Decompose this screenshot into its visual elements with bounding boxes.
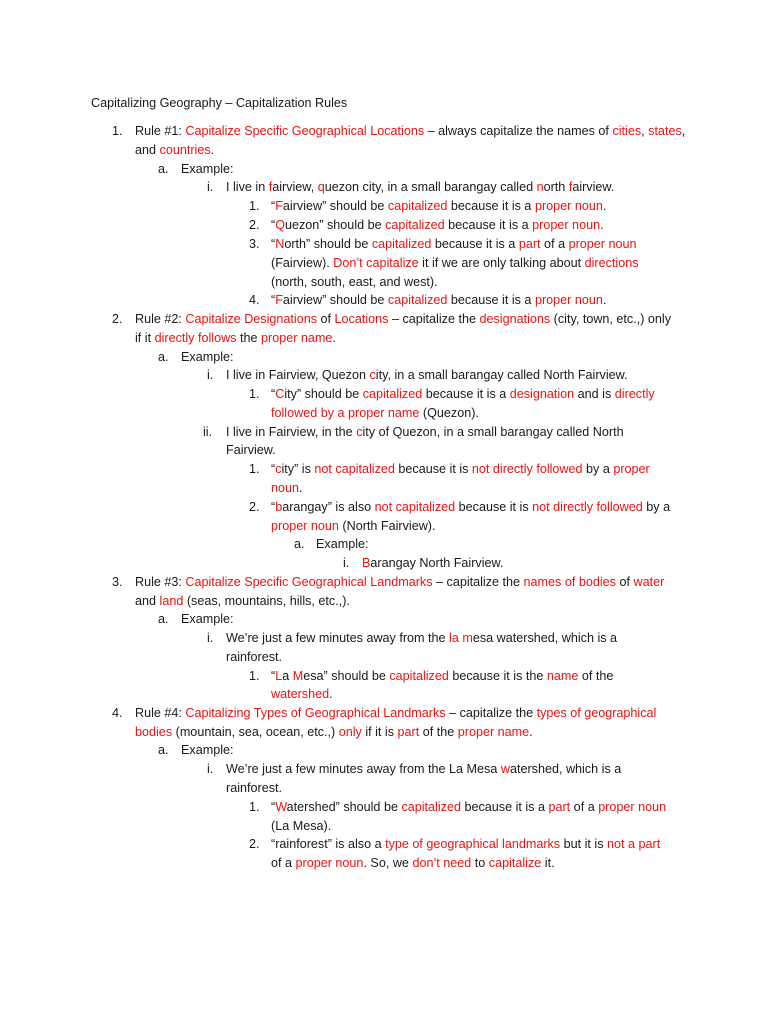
highlighted-text: followed by a proper name bbox=[271, 406, 420, 420]
highlighted-text: countries bbox=[159, 143, 211, 157]
highlighted-text: f bbox=[268, 180, 273, 194]
list-marker: 1. bbox=[112, 124, 123, 138]
text-run: because it is a bbox=[422, 387, 510, 401]
text-line bbox=[271, 291, 606, 309]
text-run: – capitalize the bbox=[432, 575, 524, 589]
text-line bbox=[226, 648, 282, 666]
text-run: because it is a bbox=[447, 199, 535, 213]
text-run: of the bbox=[578, 669, 614, 683]
highlighted-text: c bbox=[369, 368, 376, 382]
list-marker: i. bbox=[207, 180, 214, 194]
text-run: of a bbox=[540, 237, 569, 251]
list-marker: ii. bbox=[203, 425, 213, 439]
highlighted-text: Capitalizing Types of Geographical Landmarks bbox=[185, 706, 446, 720]
text-run: We’re just a few minutes away from the bbox=[226, 631, 450, 645]
highlighted-text: la bbox=[449, 631, 459, 645]
highlighted-text: designations bbox=[479, 312, 551, 326]
text-run: uezon” should be bbox=[285, 218, 386, 232]
highlighted-text: noun bbox=[271, 481, 300, 495]
text-line bbox=[271, 254, 639, 272]
highlighted-text: Don’t capitalize bbox=[333, 256, 419, 270]
text-line bbox=[271, 235, 637, 253]
text-run: of bbox=[615, 575, 634, 589]
text-line bbox=[135, 141, 214, 159]
highlighted-text: only bbox=[338, 725, 362, 739]
text-line bbox=[181, 348, 234, 366]
text-line bbox=[135, 573, 664, 591]
text-run: . bbox=[602, 199, 607, 213]
highlighted-text: name bbox=[546, 669, 579, 683]
list-marker: 1. bbox=[249, 387, 260, 401]
text-run: airview” should be bbox=[282, 199, 388, 213]
text-run: of the bbox=[419, 725, 458, 739]
text-line bbox=[271, 216, 604, 234]
list-marker: 2. bbox=[112, 312, 123, 326]
list-marker: a. bbox=[158, 162, 169, 176]
text-run: ity of Quezon, in a small barangay called North bbox=[362, 425, 624, 439]
highlighted-text: designation bbox=[509, 387, 575, 401]
highlighted-text: not capitalized bbox=[374, 500, 456, 514]
text-line bbox=[226, 178, 614, 196]
text-run: because it is bbox=[455, 500, 533, 514]
highlighted-text: not a part bbox=[607, 837, 661, 851]
highlighted-text: proper name bbox=[261, 331, 333, 345]
list-marker: 1. bbox=[249, 800, 260, 814]
text-line bbox=[316, 535, 369, 553]
highlighted-text: capitalized bbox=[389, 669, 449, 683]
text-run: “rainforest” is also a bbox=[271, 837, 386, 851]
text-run: . bbox=[602, 293, 607, 307]
text-line bbox=[135, 723, 533, 741]
text-run: of a bbox=[570, 800, 599, 814]
text-run: airview. bbox=[572, 180, 615, 194]
text-run: airview” should be bbox=[282, 293, 388, 307]
highlighted-text: Capitalize Designations bbox=[185, 312, 318, 326]
text-run: “ bbox=[271, 500, 276, 514]
highlighted-text: names of bodies bbox=[523, 575, 616, 589]
text-run: atershed, which is a bbox=[509, 762, 622, 776]
text-run: . bbox=[329, 687, 333, 701]
text-run: arangay North Fairview. bbox=[370, 556, 504, 570]
text-run: “ bbox=[271, 218, 276, 232]
list-marker: a. bbox=[158, 350, 169, 364]
highlighted-text: capitalize bbox=[488, 856, 542, 870]
highlighted-text: M bbox=[292, 669, 304, 683]
highlighted-text: cities bbox=[612, 124, 642, 138]
text-run: (north, south, east, and west). bbox=[271, 275, 438, 289]
text-run: . bbox=[299, 481, 303, 495]
text-line bbox=[226, 366, 628, 384]
highlighted-text: c bbox=[356, 425, 363, 439]
text-run: Example: bbox=[181, 350, 234, 364]
text-run: ity” should be bbox=[284, 387, 363, 401]
text-run: Example: bbox=[181, 612, 234, 626]
text-run: I live in Fairview, Quezon bbox=[226, 368, 370, 382]
text-run: Example: bbox=[316, 537, 369, 551]
highlighted-text: part bbox=[548, 800, 571, 814]
text-line bbox=[271, 498, 670, 516]
highlighted-text: land bbox=[159, 594, 184, 608]
text-run: – capitalize the bbox=[388, 312, 480, 326]
highlighted-text: proper noun bbox=[532, 218, 601, 232]
text-line bbox=[226, 441, 276, 459]
highlighted-text: L bbox=[275, 669, 283, 683]
text-run: We’re just a few minutes away from the La Mesa bbox=[226, 762, 501, 776]
text-run: ity” is bbox=[281, 462, 315, 476]
highlighted-text: part bbox=[397, 725, 420, 739]
text-run: Example: bbox=[181, 743, 234, 757]
list-marker: 4. bbox=[112, 706, 123, 720]
highlighted-text: not directly followed bbox=[471, 462, 583, 476]
highlighted-text: capitalized bbox=[401, 800, 461, 814]
text-line bbox=[271, 835, 660, 853]
text-run: (Quezon). bbox=[419, 406, 479, 420]
text-run: , bbox=[681, 124, 686, 138]
text-run: . bbox=[210, 143, 215, 157]
list-marker: a. bbox=[158, 743, 169, 757]
text-run: but it is bbox=[560, 837, 608, 851]
highlighted-text: proper noun bbox=[295, 856, 364, 870]
text-run: because it is bbox=[394, 462, 472, 476]
highlighted-text: m bbox=[462, 631, 473, 645]
highlighted-text: proper name bbox=[457, 725, 530, 739]
highlighted-text: Q bbox=[275, 218, 285, 232]
text-run: “ bbox=[271, 199, 276, 213]
text-run: rainforest. bbox=[226, 650, 282, 664]
text-run: “ bbox=[271, 800, 276, 814]
highlighted-text: type of geographical landmarks bbox=[385, 837, 561, 851]
text-run: and bbox=[135, 143, 160, 157]
text-line bbox=[271, 273, 438, 291]
text-run: orth” should be bbox=[284, 237, 372, 251]
text-run: (mountain, sea, ocean, etc.,) bbox=[172, 725, 339, 739]
highlighted-text: directly bbox=[614, 387, 655, 401]
text-line bbox=[135, 704, 656, 722]
text-run: because it is a bbox=[447, 293, 535, 307]
highlighted-text: water bbox=[633, 575, 665, 589]
highlighted-text: proper bbox=[613, 462, 650, 476]
text-run: by a bbox=[642, 500, 671, 514]
highlighted-text: n bbox=[536, 180, 544, 194]
text-line bbox=[181, 160, 234, 178]
document-title: Capitalizing Geography – Capitalization Rules bbox=[91, 96, 348, 110]
highlighted-text: capitalized bbox=[387, 199, 448, 213]
highlighted-text: directly follows bbox=[154, 331, 237, 345]
text-run: if it bbox=[135, 331, 155, 345]
text-run: because it is a bbox=[460, 800, 549, 814]
highlighted-text: C bbox=[275, 387, 285, 401]
text-line bbox=[271, 854, 555, 872]
text-run: it. bbox=[541, 856, 555, 870]
list-marker: i. bbox=[207, 631, 214, 645]
text-run: of a bbox=[271, 856, 296, 870]
list-marker: 2. bbox=[249, 837, 260, 851]
text-run: because it is a bbox=[444, 218, 533, 232]
text-run: airview, bbox=[272, 180, 318, 194]
text-run: of bbox=[317, 312, 335, 326]
highlighted-text: not directly followed bbox=[532, 500, 643, 514]
text-run: “ bbox=[271, 669, 276, 683]
text-line bbox=[271, 667, 613, 685]
list-marker: a. bbox=[294, 537, 305, 551]
highlighted-text: f bbox=[568, 180, 573, 194]
text-run: (city, town, etc.,) only bbox=[550, 312, 672, 326]
text-line bbox=[226, 629, 617, 647]
text-run: arangay” is also bbox=[282, 500, 375, 514]
text-run: Rule #4: bbox=[135, 706, 186, 720]
text-line bbox=[226, 760, 621, 778]
highlighted-text: proper noun bbox=[534, 293, 603, 307]
text-run: . bbox=[529, 725, 533, 739]
text-run: (La Mesa). bbox=[271, 819, 332, 833]
text-run: because it is the bbox=[448, 669, 547, 683]
text-run: by a bbox=[582, 462, 614, 476]
list-marker: 4. bbox=[249, 293, 260, 307]
text-run: it if we are only talking about bbox=[418, 256, 585, 270]
highlighted-text: Capitalize Specific Geographical Landmarks bbox=[185, 575, 433, 589]
list-marker: 2. bbox=[249, 218, 260, 232]
highlighted-text: B bbox=[362, 556, 371, 570]
text-run: because it is a bbox=[431, 237, 519, 251]
text-line bbox=[271, 460, 650, 478]
text-run: and is bbox=[574, 387, 615, 401]
text-run: rainforest. bbox=[226, 781, 282, 795]
text-run: atershed” should be bbox=[286, 800, 402, 814]
text-run: “ bbox=[271, 293, 276, 307]
text-line bbox=[226, 779, 282, 797]
highlighted-text: types of geographical bbox=[536, 706, 657, 720]
highlighted-text: capitalized bbox=[385, 218, 445, 232]
text-run: Example: bbox=[181, 162, 234, 176]
highlighted-text: capitalized bbox=[371, 237, 432, 251]
highlighted-text: not capitalized bbox=[314, 462, 395, 476]
text-run: “ bbox=[271, 462, 276, 476]
text-run: if it is bbox=[361, 725, 398, 739]
text-line bbox=[271, 479, 303, 497]
text-line bbox=[181, 610, 234, 628]
text-run: I live in bbox=[226, 180, 269, 194]
text-line bbox=[271, 817, 331, 835]
text-run: , bbox=[641, 124, 649, 138]
highlighted-text: proper noun bbox=[534, 199, 603, 213]
highlighted-text: part bbox=[518, 237, 541, 251]
text-run: – capitalize the bbox=[445, 706, 537, 720]
text-run: Rule #2: bbox=[135, 312, 186, 326]
text-run: “ bbox=[271, 237, 276, 251]
highlighted-text: bodies bbox=[135, 725, 173, 739]
text-run: (Fairview). bbox=[271, 256, 334, 270]
list-marker: 1. bbox=[249, 462, 260, 476]
text-line bbox=[271, 385, 655, 403]
highlighted-text: directions bbox=[584, 256, 639, 270]
text-run: to bbox=[471, 856, 489, 870]
text-run: . bbox=[332, 331, 336, 345]
list-marker: i. bbox=[343, 556, 350, 570]
highlighted-text: capitalized bbox=[387, 293, 448, 307]
highlighted-text: watershed bbox=[271, 687, 330, 701]
text-run: the bbox=[236, 331, 261, 345]
text-run: . So, we bbox=[363, 856, 413, 870]
text-line bbox=[226, 423, 624, 441]
text-line bbox=[135, 122, 685, 140]
highlighted-text: w bbox=[500, 762, 510, 776]
text-line bbox=[271, 685, 333, 703]
text-run: Rule #3: bbox=[135, 575, 186, 589]
text-run: “ bbox=[271, 387, 276, 401]
highlighted-text: capitalized bbox=[362, 387, 423, 401]
text-run: Fairview. bbox=[226, 443, 276, 457]
highlighted-text: states bbox=[648, 124, 682, 138]
list-marker: 3. bbox=[249, 237, 260, 251]
text-line bbox=[135, 592, 350, 610]
text-run: Rule #1: bbox=[135, 124, 186, 138]
text-run: and bbox=[135, 594, 160, 608]
text-run: orth bbox=[543, 180, 569, 194]
highlighted-text: q bbox=[317, 180, 325, 194]
text-line bbox=[135, 329, 336, 347]
highlighted-text: don’t need bbox=[412, 856, 472, 870]
highlighted-text: F bbox=[275, 293, 283, 307]
text-run: a bbox=[282, 669, 293, 683]
text-run: uezon city, in a small barangay called bbox=[324, 180, 537, 194]
list-marker: 1. bbox=[249, 669, 260, 683]
text-line bbox=[271, 798, 666, 816]
text-run: (North Fairview). bbox=[338, 519, 436, 533]
highlighted-text: proper noun bbox=[271, 519, 339, 533]
list-marker: 1. bbox=[249, 199, 260, 213]
text-line bbox=[271, 517, 435, 535]
highlighted-text: F bbox=[275, 199, 283, 213]
text-run: (seas, mountains, hills, etc.,). bbox=[183, 594, 350, 608]
text-run: . bbox=[600, 218, 604, 232]
text-run: ity, in a small barangay called North Fairview. bbox=[375, 368, 628, 382]
highlighted-text: c bbox=[275, 462, 282, 476]
text-run: esa watershed, which is a bbox=[472, 631, 618, 645]
highlighted-text: Capitalize Specific Geographical Locations bbox=[185, 124, 425, 138]
text-run: esa” should be bbox=[303, 669, 390, 683]
text-run: – always capitalize the names of bbox=[424, 124, 613, 138]
highlighted-text: N bbox=[275, 237, 285, 251]
highlighted-text: Locations bbox=[334, 312, 389, 326]
highlighted-text: W bbox=[275, 800, 287, 814]
text-line bbox=[135, 310, 671, 328]
list-marker: i. bbox=[207, 762, 214, 776]
highlighted-text: proper noun bbox=[598, 800, 667, 814]
list-marker: 3. bbox=[112, 575, 123, 589]
list-marker: i. bbox=[207, 368, 214, 382]
highlighted-text: b bbox=[275, 500, 283, 514]
text-line bbox=[271, 404, 479, 422]
list-marker: 2. bbox=[249, 500, 260, 514]
text-run: I live in Fairview, in the bbox=[226, 425, 357, 439]
text-line bbox=[271, 197, 606, 215]
list-marker: a. bbox=[158, 612, 169, 626]
text-line bbox=[181, 741, 234, 759]
highlighted-text: proper noun bbox=[568, 237, 637, 251]
text-line bbox=[362, 554, 503, 572]
